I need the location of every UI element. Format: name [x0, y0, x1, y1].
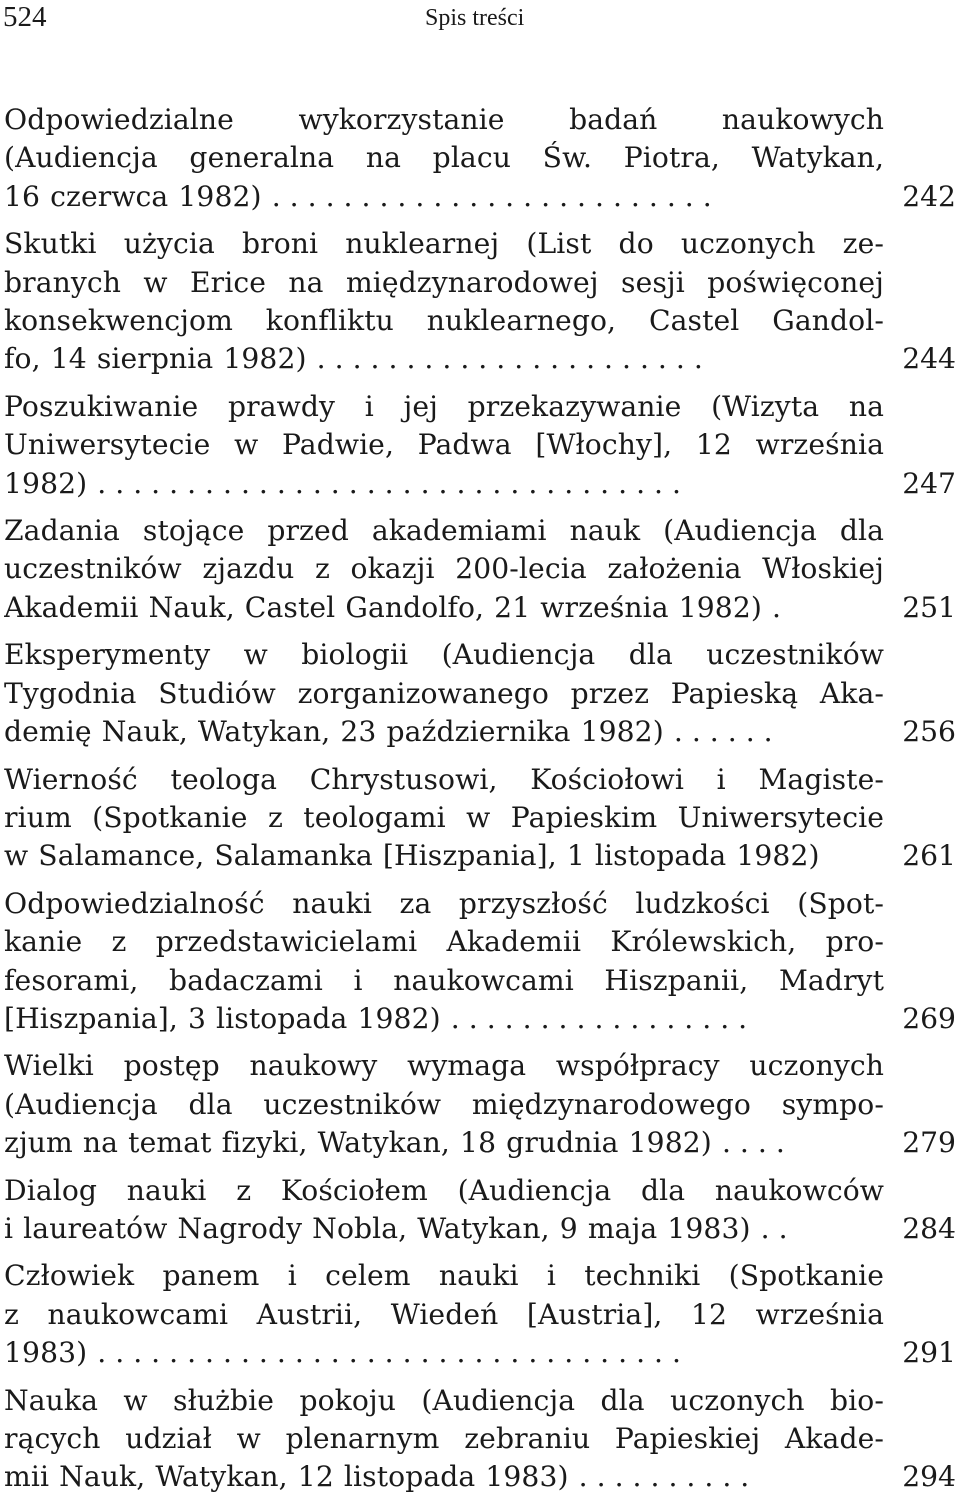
toc-entry-title — [4, 512, 884, 627]
toc-entry-line: mii Nauk, Watykan, 12 listopada 1983) .......... — [4, 1460, 759, 1494]
dot-leader: .... — [721, 1126, 794, 1160]
dot-leader: ......................... — [271, 179, 721, 213]
toc-entry-title — [4, 388, 884, 503]
toc-entry[interactable] — [4, 512, 956, 627]
toc-entry-line: 16 czerwca 1982) ......................... — [4, 179, 721, 213]
toc-entry-page-number: 247 — [894, 465, 956, 503]
dot-leader: ................................. — [97, 466, 690, 500]
toc-entry-line: Uniwersytecie w Padwie, Padwa [Włochy], 12 września — [4, 428, 884, 462]
toc-entry-page-number: 261 — [894, 837, 956, 875]
toc-entry-title — [4, 636, 884, 751]
toc-entry-line: z naukowcami Austrii, Wiedeń [Austria], 12 września — [4, 1297, 884, 1331]
toc-entry-line: (Audiencja dla uczestników międzynarodowego sympo- — [4, 1087, 884, 1121]
toc-entry-title — [4, 225, 884, 379]
toc-entry-page-number: 256 — [894, 713, 956, 751]
toc-entry[interactable] — [4, 1172, 956, 1249]
toc-entry[interactable] — [4, 636, 956, 751]
page-number: 524 — [3, 1, 47, 33]
toc-entry-line: demię Nauk, Watykan, 23 października 1982) ...... — [4, 715, 782, 749]
toc-entry-title — [4, 101, 884, 216]
toc-entry-line: zjum na temat fizyki, Watykan, 18 grudnia 1982) .... — [4, 1126, 794, 1160]
dot-leader: .......... — [578, 1460, 759, 1494]
toc-entry-title — [4, 885, 884, 1039]
toc-entry-line: Tygodnia Studiów zorganizowanego przez Papieską Aka- — [4, 676, 884, 710]
toc-entry[interactable] — [4, 388, 956, 503]
toc-entry-page-number: 242 — [894, 178, 956, 216]
toc-entry[interactable] — [4, 101, 956, 216]
toc-entry[interactable] — [4, 761, 956, 876]
toc-entry-title — [4, 1382, 884, 1497]
page-header — [0, 0, 960, 36]
toc-entry-line: w Salamance, Salamanka [Hiszpania], 1 listopada 1982) — [4, 839, 820, 873]
dot-leader: ...................... — [316, 342, 712, 376]
toc-entry-page-number: 294 — [894, 1458, 956, 1496]
toc-entry-page-number: 279 — [894, 1124, 956, 1162]
toc-entry[interactable] — [4, 1047, 956, 1162]
toc-entry[interactable] — [4, 1382, 956, 1497]
toc-entry-title — [4, 1172, 884, 1249]
toc-entry-page-number: 269 — [894, 1000, 956, 1038]
toc-entry-line: branych w Erice na międzynarodowej sesji poświęconej — [4, 265, 884, 299]
dot-leader: ...... — [673, 715, 782, 749]
toc-entry-page-number: 291 — [894, 1334, 956, 1372]
dot-leader: .. — [760, 1211, 797, 1245]
toc-entry-line: Zadania stojące przed akademiami nauk (Audiencja dla — [4, 514, 884, 548]
toc-entry-line: i laureatów Nagrody Nobla, Watykan, 9 maja 1983) .. — [4, 1211, 797, 1245]
toc-entry-line: konsekwencjom konfliktu nuklearnego, Castel Gandol- — [4, 304, 884, 338]
toc-entry-line: Poszukiwanie prawdy i jej przekazywanie (Wizyta na — [4, 389, 884, 423]
toc-entry-line: Odpowiedzialne wykorzystanie badań naukowych — [4, 103, 884, 136]
toc-entry-line: rium (Spotkanie z teologami w Papieskim Uniwersytecie — [4, 800, 884, 834]
toc-entry-page-number: 251 — [894, 589, 956, 627]
toc-entry-page-number: 244 — [894, 340, 956, 378]
toc-entry-line: Skutki użycia broni nuklearnej (List do uczonych ze- — [4, 227, 884, 261]
toc-entry-line: Człowiek panem i celem nauki i techniki (Spotkanie — [4, 1259, 884, 1293]
toc-entry-line: Wierność teologa Chrystusowi, Kościołowi i Magiste- — [4, 762, 884, 796]
toc-entry-line: 1982) ................................. — [4, 466, 690, 500]
dot-leader: . — [772, 590, 790, 624]
toc-entry-line: (Audiencja generalna na placu Św. Piotra, Watykan, — [4, 141, 884, 175]
toc-entry[interactable] — [4, 225, 956, 379]
toc-entry-line: Nauka w służbie pokoju (Audiencja dla uczonych bio- — [4, 1383, 884, 1417]
toc-entry[interactable] — [4, 885, 956, 1039]
dot-leader: ................................. — [97, 1336, 690, 1370]
table-of-contents — [4, 101, 956, 1506]
toc-entry[interactable] — [4, 1257, 956, 1372]
toc-entry-title — [4, 761, 884, 876]
running-title: Spis treści — [425, 5, 525, 31]
dot-leader: ................. — [450, 1001, 757, 1035]
toc-entry-line: Odpowiedzialność nauki za przyszłość ludzkości (Spot- — [4, 886, 884, 920]
toc-entry-line: Eksperymenty w biologii (Audiencja dla uczestników — [4, 638, 884, 672]
toc-entry-line: Dialog nauki z Kościołem (Audiencja dla naukowców — [4, 1173, 884, 1207]
toc-entry-line: [Hiszpania], 3 listopada 1982) ................. — [4, 1001, 757, 1035]
toc-entry-line: kanie z przedstawicielami Akademii Królewskich, pro- — [4, 925, 884, 959]
toc-entry-title — [4, 1257, 884, 1372]
toc-entry-title — [4, 1047, 884, 1162]
toc-entry-line: Akademii Nauk, Castel Gandolfo, 21 września 1982) . — [4, 590, 790, 624]
toc-entry-line: rących udział w plenarnym zebraniu Papieskiej Akade- — [4, 1422, 884, 1455]
toc-entry-line: Wielki postęp naukowy wymaga współpracy uczonych — [4, 1049, 884, 1083]
toc-entry-line: uczestników zjazdu z okazji 200-lecia założenia Włoskiej — [4, 552, 884, 586]
toc-entry-page-number: 284 — [894, 1210, 956, 1248]
toc-entry-line: 1983) ................................. — [4, 1336, 690, 1370]
toc-entry-line: fo, 14 sierpnia 1982) ...................... — [4, 342, 712, 376]
toc-entry-line: fesorami, badaczami i naukowcami Hiszpanii, Madryt — [4, 963, 884, 997]
